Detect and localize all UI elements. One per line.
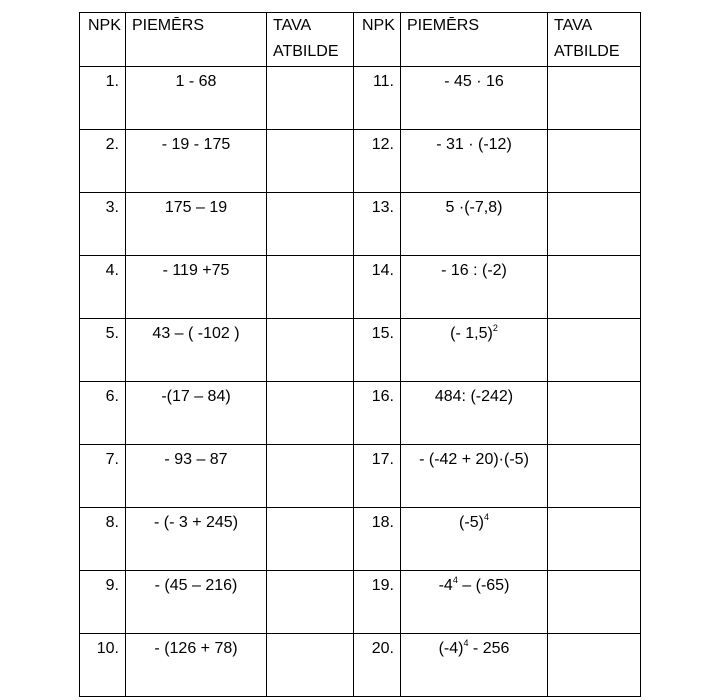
row-number-left: 3. [80,193,126,256]
expression-text: (- 1,5) [450,325,493,342]
answer-cell-right[interactable] [548,130,641,193]
answer-cell-right[interactable] [548,67,641,130]
row-number-left: 6. [80,382,126,445]
header-answer-left: TAVA ATBILDE [267,13,354,67]
row-number-right: 14. [354,256,401,319]
row-number-left: 7. [80,445,126,508]
exponent: 4 [452,575,458,585]
answer-cell-left[interactable] [267,634,354,697]
expression-text: 43 – ( -102 ) [152,325,240,342]
table-row [80,67,641,130]
row-number-right: 19. [354,571,401,634]
expression-text: 175 – 19 [164,199,228,216]
table-row [80,193,641,256]
row-number-right: 13. [354,193,401,256]
table-row [80,319,641,382]
expression-text: - (126 + 78) [154,640,238,657]
example-right [401,634,548,697]
row-number-right: 12. [354,130,401,193]
answer-cell-left[interactable] [267,319,354,382]
example-right [401,256,548,319]
example-right [401,130,548,193]
table-row [80,445,641,508]
answer-cell-left[interactable] [267,130,354,193]
row-number-left: 2. [80,130,126,193]
table-row [80,256,641,319]
expression-text: 484: (-242) [434,388,514,405]
example-right [401,319,548,382]
header-row [80,13,641,67]
row-number-left: 5. [80,319,126,382]
answer-cell-right[interactable] [548,193,641,256]
answer-cell-right[interactable] [548,571,641,634]
expression-text: -4 [438,577,453,594]
expression-tail: – (-65) [457,577,510,594]
answer-cell-left[interactable] [267,445,354,508]
table-row [80,634,641,697]
answer-cell-left[interactable] [267,256,354,319]
expression-text: - 93 – 87 [164,451,228,468]
answer-cell-right[interactable] [548,319,641,382]
answer-cell-right[interactable] [548,508,641,571]
exercise-table [79,12,641,697]
answer-cell-right[interactable] [548,634,641,697]
example-left [126,319,267,382]
answer-cell-right[interactable] [548,256,641,319]
table-row [80,571,641,634]
row-number-right: 11. [354,67,401,130]
header-example-left: PIEMĒRS [126,13,267,67]
example-left [126,571,267,634]
expression-text: -(17 – 84) [161,388,231,405]
table-row [80,382,641,445]
example-left [126,67,267,130]
row-number-left: 8. [80,508,126,571]
expression-text: - (45 – 216) [154,577,238,594]
row-number-left: 1. [80,67,126,130]
example-right [401,508,548,571]
header-answer-right: TAVA ATBILDE [548,13,641,67]
example-left [126,130,267,193]
exponent: 4 [463,638,469,648]
expression-text: - 45 · 16 [444,73,504,90]
expression-text: - 119 +75 [162,262,230,279]
row-number-right: 18. [354,508,401,571]
header-npk-right: NPK [354,13,401,67]
example-right [401,571,548,634]
row-number-right: 16. [354,382,401,445]
example-left [126,193,267,256]
exponent: 2 [492,323,498,333]
table-row [80,508,641,571]
row-number-right: 15. [354,319,401,382]
expression-text: - (- 3 + 245) [153,514,239,531]
row-number-left: 10. [80,634,126,697]
example-right [401,445,548,508]
expression-text: - 19 - 175 [161,136,231,153]
expression-text: - (-42 + 20)·(-5) [419,451,529,468]
expression-text: (-4) [438,640,464,657]
header-npk-left: NPK [80,13,126,67]
row-number-left: 4. [80,256,126,319]
answer-cell-left[interactable] [267,193,354,256]
example-left [126,634,267,697]
expression-text: (-5) [459,514,484,531]
row-number-left: 9. [80,571,126,634]
exponent: 4 [483,512,489,522]
expression-text: 5 ·(-7,8) [445,199,503,216]
row-number-right: 17. [354,445,401,508]
row-number-right: 20. [354,634,401,697]
answer-cell-left[interactable] [267,67,354,130]
example-left [126,382,267,445]
answer-cell-right[interactable] [548,382,641,445]
example-left [126,256,267,319]
example-left [126,445,267,508]
example-right [401,193,548,256]
answer-cell-left[interactable] [267,382,354,445]
example-right [401,67,548,130]
header-example-right: PIEMĒRS [401,13,548,67]
expression-text: - 16 : (-2) [441,262,507,279]
answer-cell-right[interactable] [548,445,641,508]
table-row [80,130,641,193]
answer-cell-left[interactable] [267,571,354,634]
expression-tail: - 256 [468,640,510,657]
example-right [401,382,548,445]
expression-text: - 31 · (-12) [436,136,512,153]
answer-cell-left[interactable] [267,508,354,571]
example-left [126,508,267,571]
expression-text: 1 - 68 [175,73,217,90]
